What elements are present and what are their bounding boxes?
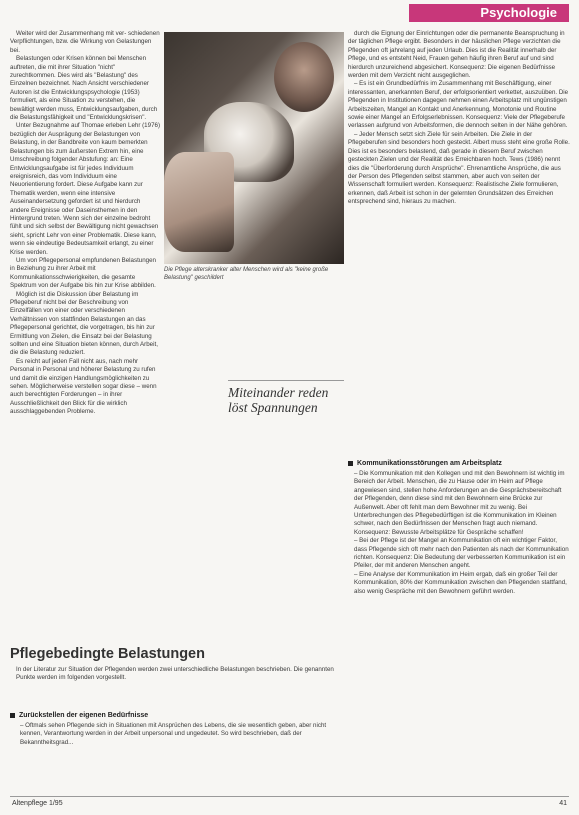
subheading-text: Kommunikationsstörungen am Arbeitsplatz <box>357 460 502 467</box>
photo-person-head <box>274 42 334 112</box>
photo-caption: Die Pflege alterskranker alter Menschen wird als "keine große Belastung" geschildert <box>164 267 329 281</box>
paragraph: durch die Eignung der Einrichtungen oder die permanente Beanspruchung in der täglichen Pflege ergibt. Besonders in der häuslichen Pflege verzichten die Pflegenden oft jahrelang auf jeden Urlaub. Dies ist die Realität innerhalb der Pflege, und es entsteht Neid, Frauen gehen häufig ihren Beruf auf und sind hierdurch unzureichend abgesichert. Konsequenz: Die eigenen Bedürfnisse werden mit dem Verzicht nicht ausgeglichen. <box>348 30 565 80</box>
list-item: – Die Kommunikation mit den Kollegen und mit den Bewohnern ist wichtig im Bereich der Arbeit. Menschen, die zu Hause oder im Heim auf Pflege angewiesen sind, stellen hohe Anforderungen an die Gesprächsbereitschaft der Pflegenden, denn diese sind mit den Bewohnern eine Brücke zur Außenwelt. Aber oft fehlt man dem Bewohner mit zu wenig. Bei Unterbrechungen des Pflegebedürftigen ist die Kommunikation im Kleinen schwer, nach den Bedürfnissen der Menschen fragt auch niemand. Konsequenz: Bewusste Arbeitsplätze für Gespräche schaffen! <box>354 470 565 536</box>
footer-publication: Altenpflege 1/95 <box>12 800 63 807</box>
nursing-photo <box>164 32 344 264</box>
section-headline: Pflegebedingte Belastungen <box>10 646 205 662</box>
paragraph: Möglich ist die Diskussion über Belastung im Pflegeberuf nicht bei der Beschreibung von Einzelfällen von einer oder verschiedenen Verhältnissen von stattfinden Belastungen an das Pflegepersonal gerichtet, die vorgetragen, bis hin zur Ermittlung von Zielen, die Einsatz bei der Belastung sollten und eine Situation bieten können, durch Arbeit, die die Belastung reduziert. <box>10 290 158 357</box>
footer-divider <box>10 796 569 797</box>
right-column <box>348 30 570 207</box>
left-column <box>10 30 160 417</box>
square-bullet-icon <box>348 461 353 466</box>
subheading-communication <box>348 460 502 467</box>
paragraph: – Es ist ein Grundbedürfnis im Zusammenhang mit Beschäftigung, einer interessanten, anerkannten Beruf, der erfolgsorientiert verkettet, auszuüben. Die Pflegenden in Institutionen dagegen nehmen einen Arbeitsplatz mit ungünstigen Arbeitszeiten, Mangel an Kontakt und Anerkennung, Monotonie und Routine sowie einer Mangel an Erfolgserlebnissen. Konsequenz: Viele der Pflegeberufe verlassen aufgrund von Arbeitsformen, die dennoch selten in der Nähe gehören. <box>348 80 569 130</box>
needs-list <box>20 722 338 747</box>
paragraph: Es reicht auf jeden Fall nicht aus, nach mehr Personal in Personal und höherer Belastung zu rufen und damit die einzigen Handlungsmöglichkeiten zu sehen. Möglicherweise verstellen sogar diese – wenn auch berechtigten Forderungen – in ihrer Ausschließlichkeit den Blick für die wirklich ausschlaggebenden Probleme. <box>10 357 157 416</box>
section-label: Psychologie <box>409 4 569 22</box>
page-number: 41 <box>559 800 567 807</box>
paragraph: – Jeder Mensch setzt sich Ziele für sein Arbeiten. Die Ziele in der Pflegeberufen sind besonders hoch gesteckt. Albert muss steht eine große Rolle. Dies ist es besonders belastend, daß gerade in diesem Beruf zwischen gesteckten Zielen und der Realität des Erreichbaren hoch. Tews (1986) nennt dies die "Überforderung durch Ansprüche". Ehrenamtliche Ansprüche, die aus der Person des Pflegenden selbst stammen, aber auch von seiten der Wissenschaft formuliert werden. Konsequenz: Realistische Ziele formulieren, erkennen, daß Arbeit ist schon in der gelernten Grundsätzen des Erreichen entsprechend sind, hieraus zu machen. <box>348 130 570 206</box>
paragraph: Belastungen oder Krisen können bei Menschen auftreten, die mit ihrer Situation "nicht" zurechtkommen. Dies wird als "Belastung" des Einzelnen bezeichnet. Nach Ansicht verschiedener Autoren ist die Entwicklungspsychologie (1953) formuliert, als eine Situation zu verstehen, die bewältigt werden muss, Entwicklungsaufgaben, durch die Belastungsfähigkeit und "Entwicklungskrisen". <box>10 55 158 122</box>
subheading-needs <box>10 712 148 719</box>
paragraph: Unter Bezugnahme auf Thomae erleben Lehr (1976) bezüglich der Ausprägung der Belastungen von Belastung, in der Bandbreite von kaum bemerkten Belastungen bis zum äußersten Extrem hin, eine Umschreibung folgender Abstufung: an: Eine Entwicklungsaufgabe ist für jedes Individuum ereignisreich, das vom Individuum eine Neuorientierung fordert. Diese Aufgabe kann zur Thematik werden, wenn eine intensive Auseinandersetzung gefordert ist und hierdurch andere Ereignisse oder Daseinsthemen in den Hintergrund treten. Wenn sich der einzelne bedroht fühlt und sich selbst der Bewältigung nicht gewachsen sieht, spricht Lehr von einer Problematik. Diese kann, wenn sie eindeutige Bedeutsamkeit erlangt, zu einer Krise werden. <box>10 122 161 256</box>
pull-quote: Miteinander reden löst Spannungen <box>228 380 344 415</box>
list-item: – Oftmals sehen Pflegende sich in Situationen mit Ansprüchen des Lebens, die sie wesentlich geben, aber nicht kennen, Verantwortung werden in der Arbeit unpersonal und ungedeutet. So wird beschrieben, daß der Bekanntheitsgrad... <box>20 722 327 746</box>
paragraph: Weiter wird der Zusammenhang mit ver- schiedenen Verpflichtungen, bzw. die Wirkung von Gelastungen bei. <box>10 30 160 54</box>
square-bullet-icon <box>10 713 15 718</box>
paragraph: Um von Pflegepersonal empfundenen Belastungen in Beziehung zu ihrer Arbeit mit Kommunikationsschwierigkeiten, die gesamte Spektrum von der Aufgabe bis hin zur Krise abbilden. <box>10 256 157 290</box>
subheading-text: Zurückstellen der eigenen Bedürfnisse <box>19 712 149 719</box>
list-item: – Eine Analyse der Kommunikation im Heim ergab, daß ein großer Teil der Kommunikation, 80% der Kommunikation zwischen den Pflegenden stattfand, also wenig Gespräche mit den Bewohnern geführt werden. <box>354 570 567 595</box>
intro-paragraph: In der Literatur zur Situation der Pflegenden werden zwei unterschiedliche Belastungen beschrieben. Die genannten Punkte werden im folgenden vorgestellt. <box>16 666 334 682</box>
list-item: – Bei der Pflege ist der Mangel an Kommunikation oft ein wichtiger Faktor, dass Pflegende sich oft mehr nach den Patienten als nach der Kommunikation richten. Konsequenz: Die Bedeutung der verbesserten Kommunikation ist ein Pfeiler, der mit anderen Menschen angeht. <box>354 537 569 570</box>
communication-list <box>354 470 570 596</box>
photo-leg <box>164 152 234 252</box>
